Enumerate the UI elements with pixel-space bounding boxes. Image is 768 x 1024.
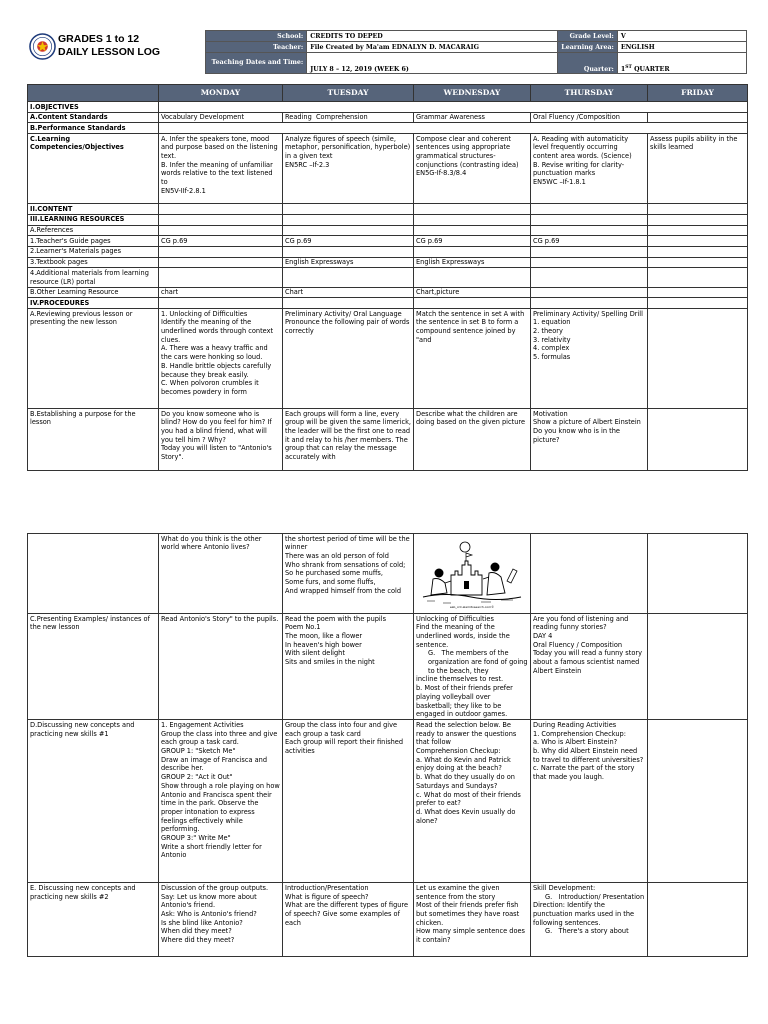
row-label: 1.Teacher's Guide pages bbox=[28, 236, 159, 247]
quarter-value bbox=[617, 53, 746, 74]
wed-item-g: G. The members of the organization are fond of going to the beach, they bbox=[428, 649, 530, 675]
row-discussing-2 bbox=[28, 883, 748, 957]
cell-tuesday: Introduction/Presentation What is figure of speech? What are the different types of figure of speech? Give some examples of each bbox=[283, 883, 414, 957]
row-teachers-guide bbox=[28, 236, 748, 247]
cell-friday bbox=[648, 287, 748, 298]
school-info-table bbox=[205, 30, 747, 74]
day-thursday: THURSDAY bbox=[531, 85, 648, 102]
children-sandcastle-picture bbox=[421, 537, 523, 611]
wed-unlocking: Unlocking of Difficulties Find the meaning of the underlined words, inside the sentence. bbox=[416, 614, 510, 649]
cell-thursday bbox=[531, 534, 648, 614]
document-header bbox=[27, 30, 747, 78]
cell-tuesday: Analyze figures of speech (simile, metaphor, personification, hyperbole) in a given text EN5RC –If-2.3 bbox=[283, 134, 414, 204]
quarter-number: 1 bbox=[620, 66, 626, 73]
row-label: 3.Textbook pages bbox=[28, 257, 159, 268]
learning-area-value: ENGLISH bbox=[617, 42, 746, 53]
cell-tuesday: Read the poem with the pupils Poem No.1 The moon, like a flower In heaven's high bower With silent delight Sits and smiles in the night bbox=[283, 614, 414, 720]
row-procedures bbox=[28, 298, 748, 309]
learning-area-label: Learning Area: bbox=[558, 42, 618, 53]
cell-tuesday: Group the class into four and give each group a task card Each group will report their finished activities bbox=[283, 720, 414, 883]
cell-wednesday: Chart,picture bbox=[414, 287, 531, 298]
cell-wednesday: Match the sentence in set A with the sentence in set B to form a compound sentence joined by "and bbox=[414, 309, 531, 409]
row-label: E. Discussing new concepts and practicing new skills #2 bbox=[28, 883, 159, 957]
teacher-label: Teacher: bbox=[206, 42, 307, 53]
row-label: A.References bbox=[28, 225, 159, 236]
row-label: 2.Learner's Materials pages bbox=[28, 246, 159, 257]
lesson-grid-page-2 bbox=[27, 533, 748, 957]
cell-wednesday: English Expressways bbox=[414, 257, 531, 268]
thu-item-g: G. Introduction/ Presentation bbox=[545, 892, 645, 901]
cell-tuesday: Preliminary Activity/ Oral Language Pronounce the following pair of words correctly bbox=[283, 309, 414, 409]
row-label bbox=[28, 534, 159, 614]
cell-thursday: Motivation Show a picture of Albert Einstein Do you know who is in the picture? bbox=[531, 409, 648, 471]
cell-monday: Vocabulary Development bbox=[159, 112, 283, 123]
cell-wednesday bbox=[414, 534, 531, 614]
cell-wednesday: Compose clear and coherent sentences using appropriate grammatical structures- conjunctions (contrasting idea) EN5G-If-8.3/8.4 bbox=[414, 134, 531, 204]
cell-monday: Do you know someone who is blind? How do you feel for him? If you had a blind friend, what will you tell him ? Why? Today you will listen to "Antonio's Story". bbox=[159, 409, 283, 471]
school-label: School: bbox=[206, 31, 307, 42]
cell-wednesday: Let us examine the given sentence from the story Most of their friends prefer fish but sometimes they have roast chicken. How many simple sentence does it contain? bbox=[414, 883, 531, 957]
quarter-text: QUARTER bbox=[631, 66, 670, 73]
cell-monday: Discussion of the group outputs. Say: Let us know more about Antonio's friend. Ask: Who is Antonio's friend? Is she blind like Antonio? When did they meet? Where did they meet? bbox=[159, 883, 283, 957]
row-label: II.CONTENT bbox=[28, 204, 159, 215]
cell-thursday: Oral Fluency /Composition bbox=[531, 112, 648, 123]
cell-friday bbox=[648, 883, 748, 957]
row-label: B.Other Learning Resource bbox=[28, 287, 159, 298]
title-line-1: GRADES 1 to 12 bbox=[58, 33, 140, 45]
row-continued bbox=[28, 534, 748, 614]
lesson-log-page-1 bbox=[27, 30, 747, 471]
cell-monday bbox=[159, 257, 283, 268]
row-content-standards bbox=[28, 112, 748, 123]
row-additional-materials bbox=[28, 268, 748, 287]
lesson-grid-page-1 bbox=[27, 84, 748, 471]
grade-level-label: Grade Level: bbox=[558, 31, 618, 42]
school-value: CREDITS TO DEPED bbox=[307, 31, 558, 42]
picture-caption: eab_cnt.alamitosearch.com© bbox=[449, 604, 495, 609]
teaching-dates-value: JULY 8 – 12, 2019 (WEEK 6) bbox=[307, 53, 558, 74]
quarter-superscript: ST bbox=[625, 64, 632, 70]
row-label: B.Establishing a purpose for the lesson bbox=[28, 409, 159, 471]
row-other-resources bbox=[28, 287, 748, 298]
cell-wednesday: CG p.69 bbox=[414, 236, 531, 247]
cell-wednesday bbox=[414, 614, 531, 720]
row-competencies bbox=[28, 134, 748, 204]
cell-monday: Read Antonio's Story" to the pupils. bbox=[159, 614, 283, 720]
row-label: A.Content Standards bbox=[28, 112, 159, 123]
cell-tuesday: Each groups will form a line, every group will be given the same limerick, the leader will be the first one to read it and relay to his /her members. The group that can relay the message accurately with bbox=[283, 409, 414, 471]
header-blank bbox=[28, 85, 159, 102]
row-presenting-examples bbox=[28, 614, 748, 720]
teaching-dates-label: Teaching Dates and Time: bbox=[206, 53, 307, 74]
day-header-row bbox=[28, 85, 748, 102]
row-learning-resources bbox=[28, 214, 748, 225]
row-label: D.Discussing new concepts and practicing new skills #1 bbox=[28, 720, 159, 883]
cell-thursday: During Reading Activities 1. Comprehension Checkup: a. Who is Albert Einstein? b. Why did Albert Einstein need to travel to different universities? c. Narrate the part of the story that made you laugh. bbox=[531, 720, 648, 883]
cell-friday bbox=[648, 309, 748, 409]
cell-thursday: Are you fond of listening and reading funny stories? DAY 4 Oral Fluency / Composition Today you will read a funny story about a famous scientist named Albert Einstein bbox=[531, 614, 648, 720]
row-reviewing bbox=[28, 309, 748, 409]
section-label: I.OBJECTIVES bbox=[28, 102, 159, 113]
day-wednesday: WEDNESDAY bbox=[414, 85, 531, 102]
row-references bbox=[28, 225, 748, 236]
cell-friday bbox=[648, 409, 748, 471]
cell-friday bbox=[648, 534, 748, 614]
cell-thursday: Preliminary Activity/ Spelling Drill 1. equation 2. theory 3. relativity 4. complex 5. formulas bbox=[531, 309, 648, 409]
cell-friday bbox=[648, 614, 748, 720]
thu-skill-development: Skill Development: bbox=[533, 883, 596, 892]
title-line-2: DAILY LESSON LOG bbox=[58, 46, 161, 58]
cell-monday: A. Infer the speakers tone, mood and purpose based on the listening text. B. Infer the meaning of unfamiliar words relative to the text listened to EN5V-IIf-2.8.1 bbox=[159, 134, 283, 204]
teacher-value: File Created by Ma'am EDNALYN D. MACARAIG bbox=[307, 42, 558, 53]
cell-monday: What do you think is the other world where Antonio lives? bbox=[159, 534, 283, 614]
cell-thursday: A. Reading with automaticity level frequently occurring content area words. (Science) B. Revise writing for clarity-punctuation marks EN5WC –If-1.8.1 bbox=[531, 134, 648, 204]
cell-tuesday: the shortest period of time will be the winner There was an old person of fold Who shrank from sensations of cold; So he purchased some muffs, Some furs, and some fluffs, And wrapped himself from the cold bbox=[283, 534, 414, 614]
cell-monday: 1. Engagement Activities Group the class into three and give each group a task card. GROUP 1: "Sketch Me" Draw an image of Francisca and describe her. GROUP 2: "Act it Out" Show through a role playing on how Antonio and Francisca spent their time in the park. Observe the proper intonation to express feelings effectively while performing. GROUP 3:" Write Me" Write a short friendly letter for Antonio bbox=[159, 720, 283, 883]
quarter-label: Quarter: bbox=[558, 53, 618, 74]
thu-item-g2: G. There's a story about bbox=[545, 927, 629, 936]
deped-seal-icon bbox=[29, 33, 56, 60]
row-learners-materials bbox=[28, 246, 748, 257]
row-textbook bbox=[28, 257, 748, 268]
row-label: B.Performance Standards bbox=[28, 123, 159, 134]
cell-thursday bbox=[531, 257, 648, 268]
cell-friday bbox=[648, 257, 748, 268]
thu-direction: Direction: Identify the punctuation marks used in the following sentences. bbox=[533, 901, 637, 927]
row-content bbox=[28, 204, 748, 215]
cell-tuesday: Reading Comprehension bbox=[283, 112, 414, 123]
cell-thursday: CG p.69 bbox=[531, 236, 648, 247]
row-performance-standards bbox=[28, 123, 748, 134]
cell-monday: chart bbox=[159, 287, 283, 298]
lesson-log-page-2 bbox=[27, 533, 747, 957]
row-label: IV.PROCEDURES bbox=[28, 298, 159, 309]
row-label: 4.Additional materials from learning resource (LR) portal bbox=[28, 268, 159, 287]
row-establishing-purpose bbox=[28, 409, 748, 471]
cell-thursday bbox=[531, 883, 648, 957]
cell-wednesday: Describe what the children are doing based on the given picture bbox=[414, 409, 531, 471]
cell-friday: Assess pupils ability in the skills learned bbox=[648, 134, 748, 204]
day-monday: MONDAY bbox=[159, 85, 283, 102]
day-friday: FRIDAY bbox=[648, 85, 748, 102]
cell-tuesday: Chart bbox=[283, 287, 414, 298]
grade-level-value: V bbox=[617, 31, 746, 42]
cell-monday: 1. Unlocking of Difficulties Identify the meaning of the underlined words through context clues. A. There was a heavy traffic and the cars were honking so loud. B. Handle brittle objects carefully because they break easily. C. When polvoron crumbles it becomes powdery in form bbox=[159, 309, 283, 409]
cell-tuesday: English Expressways bbox=[283, 257, 414, 268]
row-label: A.Reviewing previous lesson or presenting the new lesson bbox=[28, 309, 159, 409]
row-label: C.Presenting Examples/ instances of the new lesson bbox=[28, 614, 159, 720]
row-label: III.LEARNING RESOURCES bbox=[28, 214, 159, 225]
row-discussing-1 bbox=[28, 720, 748, 883]
cell-wednesday: Grammar Awareness bbox=[414, 112, 531, 123]
row-label: C.Learning Competencies/Objectives bbox=[28, 134, 159, 204]
cell-friday bbox=[648, 236, 748, 247]
cell-monday: CG p.69 bbox=[159, 236, 283, 247]
row-objectives bbox=[28, 102, 748, 113]
cell-tuesday: CG p.69 bbox=[283, 236, 414, 247]
cell-wednesday: Read the selection below. Be ready to answer the questions that follow Comprehension Checkup: a. What do Kevin and Patrick enjoy doing at the beach? b. What do they usually do on Saturdays and Sundays? c. What do most of their friends prefer to eat? d. What does Kevin usually do alone? bbox=[414, 720, 531, 883]
cell-thursday bbox=[531, 287, 648, 298]
day-tuesday: TUESDAY bbox=[283, 85, 414, 102]
cell-friday bbox=[648, 720, 748, 883]
document-title bbox=[58, 33, 160, 59]
wed-rest: incline themselves to rest. b. Most of their friends prefer playing volleyball over basketball; they like to be engaged in outdoor games. bbox=[416, 675, 513, 719]
cell-friday bbox=[648, 112, 748, 123]
